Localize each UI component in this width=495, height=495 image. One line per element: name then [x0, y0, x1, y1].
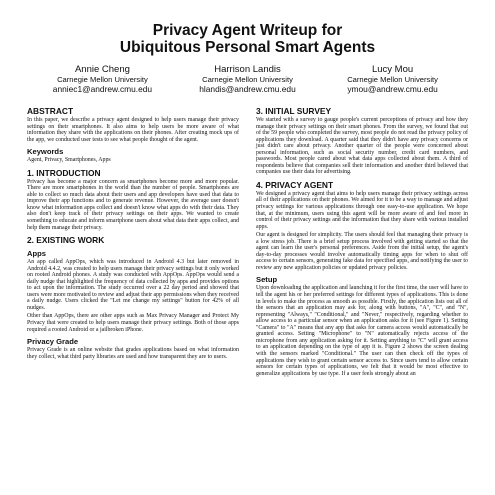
introduction-heading: 1. INTRODUCTION: [27, 167, 101, 178]
right-column: [256, 107, 468, 379]
author-affiliation: Carnegie Mellon University: [347, 75, 438, 84]
privacy-agent-paragraph-1: We designed a privacy agent that aims to help users manage their privacy settings across all of their applications on their phones. We aimed for it to be a way to manage and adjust privacy settings for various applications through one easy-to-use application. We hope that, at the minimum, users using this agent will be more aware of and feel more in control of their privacy settings and the information that they share with various installed apps.: [256, 190, 468, 230]
privacy-agent-paragraph-2: Our agent is designed for simplicity. The users should feel that managing their privacy is a low stress job. There is a brief setup process involved with getting started so that the agent can learn the user's personal preferences. Aside from the initial setup, the agent's day-to-day processes would involve automatically timing apps for when to shut off access to certain sensors, generating fake data for specified apps, and notifying the user to review any new application policies or updated privacy policies.: [256, 232, 468, 271]
keywords-heading: Keywords: [27, 147, 64, 157]
keywords-text: Agent, Privacy, Smartphones, Apps: [27, 157, 111, 164]
two-column-body: [27, 107, 468, 379]
paper-title: [27, 22, 468, 56]
author-email: anniec1@andrew.cmu.edu: [52, 84, 153, 94]
author-email: hlandis@andrew.cmu.edu: [199, 84, 296, 94]
abstract-text: In this paper, we describe a privacy agent designed to help users manage their privacy settings on their smartphones. It also aims to help users be more aware of what information they share with the applications on their phones. After creating mock ups of the app, we conducted user tests to see what people thought of the agent.: [27, 117, 239, 143]
apps-paragraph-2: Other than AppOps, there are other apps such as Max Privacy Manager and Protect My Privacy that were created to help users manage their privacy settings. Both of those apps required a rooted Android or a jailbroken iPhone.: [27, 313, 239, 333]
author-affiliation: Carnegie Mellon University: [57, 75, 148, 84]
author-block: [27, 64, 468, 94]
author-2: [176, 64, 319, 94]
title-line-2: Ubiquitous Personal Smart Agents: [119, 39, 376, 56]
privacy-grade-heading: Privacy Grade: [27, 337, 79, 347]
author-name: Lucy Mou: [371, 64, 414, 75]
initial-survey-heading: 3. INITIAL SURVEY: [256, 106, 332, 116]
left-column: [27, 107, 239, 379]
author-name: Harrison Landis: [214, 64, 281, 75]
author-email: ymou@andrew.cmu.edu: [347, 84, 438, 94]
apps-paragraph-1: An app called AppOps, which was introduced in Android 4.3 but later removed in Android 4.4.2, was created to help users manage their privacy settings but it only worked on rooted Android phones. A study was conducted with AppOps. AppOps would send a daily nudge that highlighted the frequency of data collected by apps and provides options to act upon the information. The study occurred over a 22 day period and showed that users were more motivated to review and adjust their app permissions when they received a daily nudge. Users clicked the "Let me change my settings" button for 42% of all nudges.: [27, 259, 239, 311]
initial-survey-text: We started with a survey to gauge people's current perceptions of privacy and how they manage their privacy settings on their smart phones. From the survey, we found that out of the 59 people who completed the survey, most people do not read the privacy policy of applications they download. A quarter said that they didn't have any privacy concerns or just didn't care about privacy. Another quarter of the people were concerned about personal information, such as social security number, credit card numbers, and passwords. Most people cared about what data apps collected about them. A third of respondents believe that companies sell their information and another third believed that companies use their data for advertising.: [256, 117, 468, 176]
setup-heading: Setup: [256, 275, 278, 285]
title-line-1: Privacy Agent Writeup for: [152, 22, 343, 39]
author-1: [31, 64, 174, 94]
author-3: [321, 64, 464, 94]
privacy-agent-heading: 4. PRIVACY AGENT: [256, 179, 334, 190]
author-affiliation: Carnegie Mellon University: [202, 75, 293, 84]
introduction-text: Privacy has become a major concern as smartphones become more and more popular. There are more smartphones in the world than the number of people. Smartphones are able to collect so much data about their users and app developers have used that data to improve their app functions and to generate revenue. However, the average user doesn't know what information apps collect and doesn't know what apps do with their data. They also don't keep track of their privacy settings on their apps. We wanted to create something to educate and inform smartphone users about what data their apps collect, and help them manage their privacy.: [27, 178, 239, 231]
abstract-heading: ABSTRACT: [27, 106, 74, 116]
author-name: Annie Cheng: [74, 64, 130, 75]
setup-text: Upon downloading the application and launching it for the first time, the user will have to tell the agent his or her preferred settings for different types of applications. This is done in levels to make the process as smooth as possible. Firstly, the application lists out all of the sensors that an application may ask for, along with buttons, "A", "C", and "N", representing "Always," "Conditional," and "Never," respectively, regarding whether to allow access to a particular sensor when an application asks for it (see Figure 1). Setting "Camera" to "A" means that any app that asks for camera access would automatically be granted access. Setting "Microphone" to "N" automatically rejects access of the microphone from any application asking for it. Setting anything to "C" will grant access to an application depending on the type of app it is. Figure 2 shows the screen dealing with the sensors marked "Conditional." The user can then check off the types of applications they wish to grant certain sensor access to. Since users tend to allow certain sensors for certain types of applications, we felt that it would be most effective to generalize applications by use type. If a user feels strongly about an: [256, 285, 468, 377]
privacy-grade-text: Privacy Grade is an online website that grades applications based on what information they collect, what third party libraries are used and how transparent they are to users.: [27, 347, 239, 360]
apps-heading: Apps: [27, 249, 46, 259]
existing-work-heading: 2. EXISTING WORK: [27, 235, 105, 246]
